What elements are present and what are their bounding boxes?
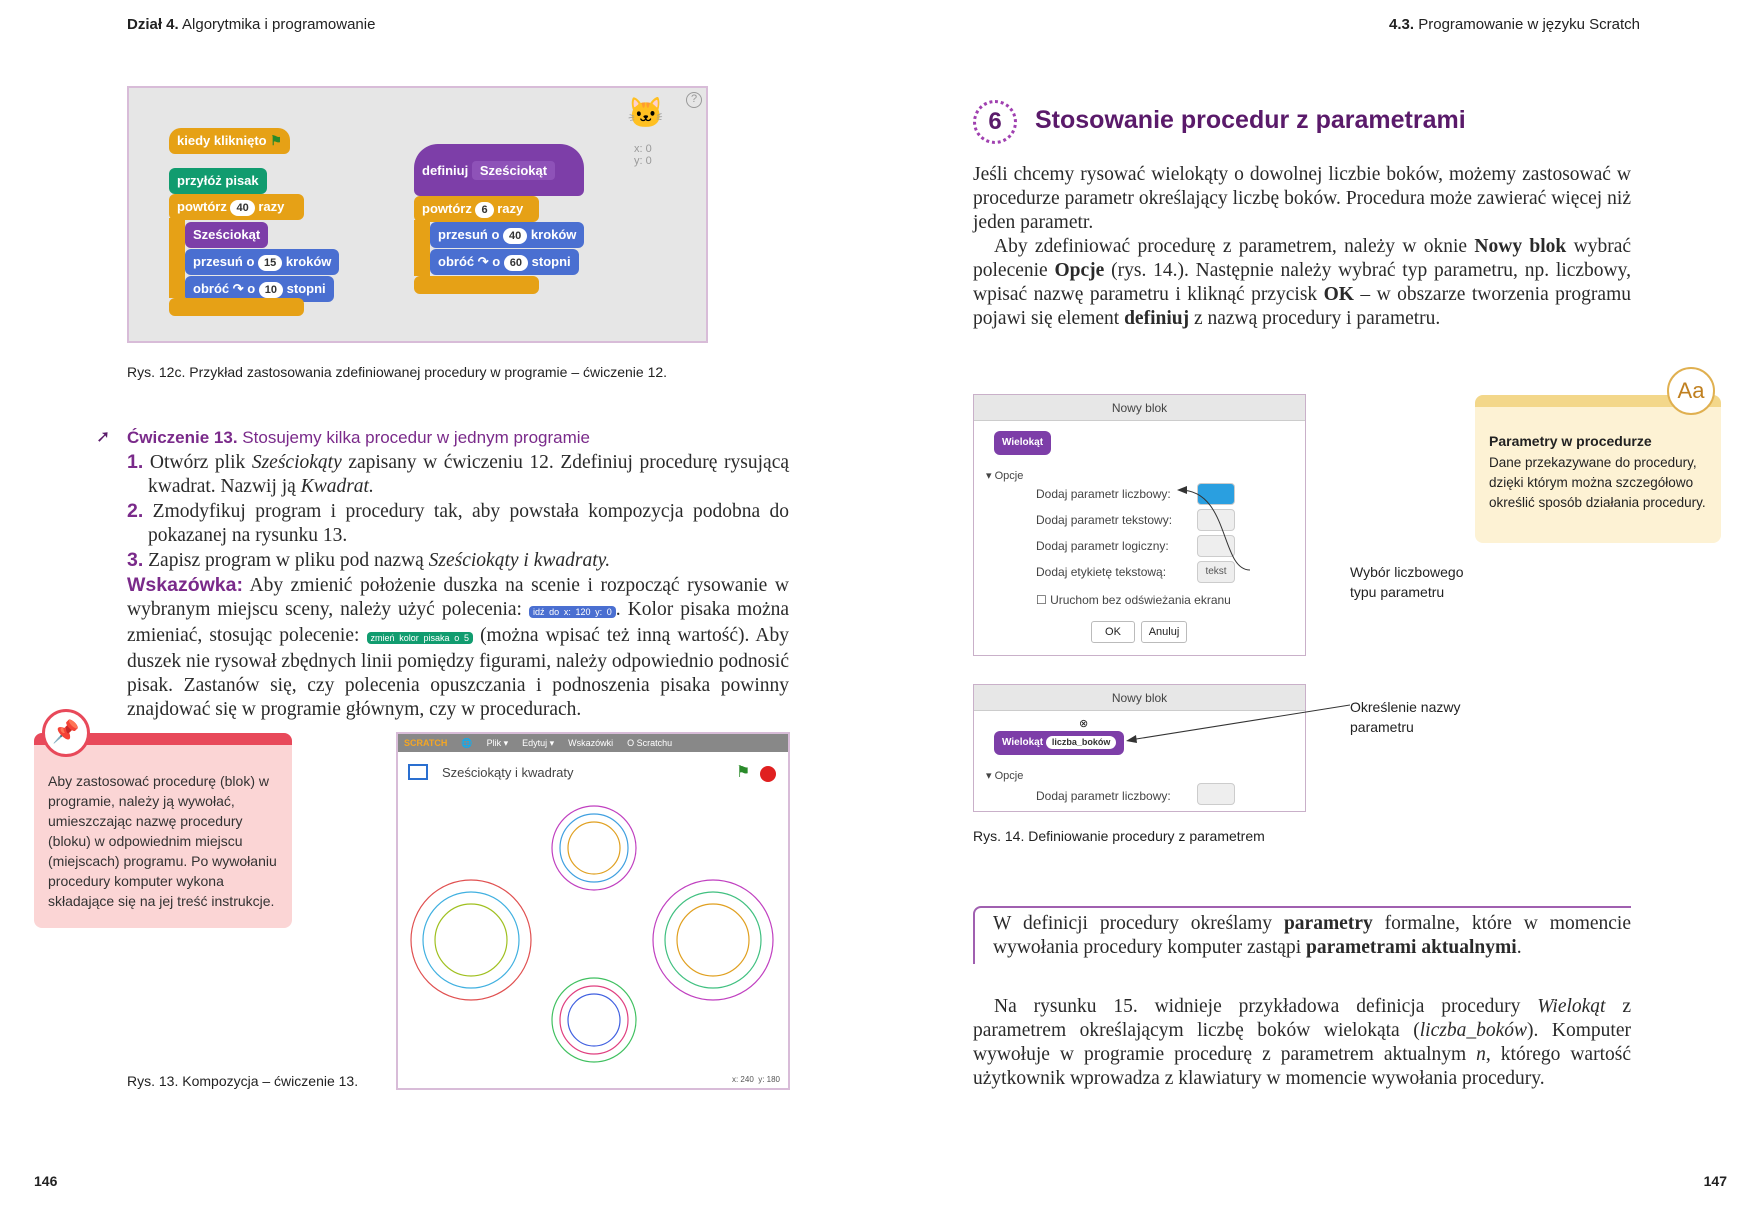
fig13-caption: Rys. 13. Kompozycja – ćwiczenie 13.	[127, 1073, 359, 1089]
scratch-menubar: SCRATCH 🌐 Plik ▾ Edytuj ▾ Wskazówki O Scratchu	[398, 734, 788, 752]
options-toggle-2[interactable]: ▾ Opcje	[986, 770, 1024, 782]
note-text: Aby zastosować procedurę (blok) w programie, należy ją wywołać, umieszczając nazwę procedury (bloku) w odpowiednim miejscu (miejscach) programu. Po wywołaniu procedury komputer wykona składające się na jej treść instrukcje.	[48, 773, 277, 909]
pen-color-block: zmień kolor pisaka o 5	[367, 632, 473, 644]
block-move: przesuń o 15 kroków	[185, 249, 339, 275]
repeat-end-2	[414, 276, 539, 294]
add-label-button[interactable]: tekst	[1197, 561, 1235, 583]
page-number-left: 146	[34, 1173, 58, 1189]
glossary-title: Parametry w procedurze	[1489, 433, 1652, 449]
glossary-box	[1475, 378, 1721, 543]
running-header-left: Dział 4. Algorytmika i programowanie	[127, 16, 376, 33]
block-preview[interactable]: Wielokąt	[994, 431, 1051, 455]
para-fig15: Na rysunku 15. widnieje przykładowa definicja procedury Wielokąt z parametrem określającym liczbę boków wielokąta (liczba_boków). Komputer wywołuje w programie procedurę z parametrem aktualnym n, którego wartość użytkownik wprowadza z klawiatury w momencie wywołania procedury.	[973, 996, 1632, 1089]
menu-edit[interactable]: Edytuj ▾	[522, 738, 555, 748]
stop-icon[interactable]	[760, 766, 776, 782]
sec6-body: Jeśli chcemy rysować wielokąty o dowolnej liczbie boków, możemy zastosować w procedurze parametr określający liczbę boków. Procedura może zawierać więcej niż jeden parametr. Aby zdefiniować procedurę z parametrem, należy w oknie Nowy blok wybrać polecenie Opcje (rys. 14.). Następnie należy wybrać typ parametru, np. liczbowy, wpisać nazwę parametru i kliknąć przycisk OK – w obszarze tworzenia programu pojawi się element definiuj z nazwą procedury i parametru.	[973, 164, 1632, 329]
section-number: 6	[973, 100, 1017, 144]
block-define: definiuj Sześciokąt	[414, 144, 584, 196]
sprite-coords: x: 0 y: 0	[634, 143, 652, 167]
cat-sprite-icon: 🐱	[627, 97, 665, 130]
opt-text-label: Dodaj parametr tekstowy:	[1036, 513, 1173, 527]
fig12-caption: Rys. 12c. Przykład zastosowania zdefiniowanej procedury w programie – ćwiczenie 12.	[127, 364, 668, 380]
definition-box: W definicji procedury określamy parametry formalne, które w momencie wywołania procedury komputer zastąpi parametrami aktualnymi.	[973, 906, 1631, 964]
dialog-title: Nowy blok	[974, 395, 1305, 421]
menu-about[interactable]: O Scratchu	[627, 738, 673, 748]
note-box	[34, 719, 292, 928]
running-header-right: 4.3. Programowanie w języku Scratch	[1389, 16, 1640, 33]
glossary-text: Dane przekazywane do procedury, dzięki którym można szczegółowo określić sposób działania procedury.	[1489, 455, 1706, 510]
dialog-title-2: Nowy blok	[974, 685, 1305, 711]
opt-bool-label: Dodaj parametr logiczny:	[1036, 539, 1169, 553]
goto-block: idź do x: 120 y: 0	[529, 606, 616, 618]
fullscreen-icon[interactable]	[408, 764, 428, 780]
ex13-title: Ćwiczenie 13. Stosujemy kilka procedur w jednym programie	[127, 428, 590, 447]
menu-tips[interactable]: Wskazówki	[568, 738, 614, 748]
project-title: Sześciokąty i kwadraty	[442, 765, 574, 780]
scratch-stage-window	[396, 732, 790, 1090]
block-call-hexagon: Sześciokąt	[185, 222, 268, 248]
callout-lines	[1080, 470, 1350, 760]
cursor-icon: ➚	[96, 427, 111, 446]
options-toggle[interactable]: ▾ Opcje	[986, 470, 1024, 482]
ok-button[interactable]: OK	[1091, 621, 1135, 643]
run-without-refresh[interactable]: ☐ Uruchom bez odświeżania ekranu	[1036, 593, 1231, 607]
close-icon[interactable]: ⊗	[1079, 718, 1089, 730]
block-when-flag: kiedy kliknięto ⚑	[169, 128, 290, 154]
add-number-param-button-2[interactable]	[1197, 783, 1235, 805]
menu-file[interactable]: Plik ▾	[486, 738, 509, 748]
stage-drawing	[408, 790, 778, 1070]
block-pen-down: przyłóż pisak	[169, 168, 267, 194]
repeat-end	[169, 298, 304, 316]
cancel-button[interactable]: Anuluj	[1141, 621, 1187, 643]
block-preview-2[interactable]: Wielokąt liczba_boków	[994, 731, 1124, 755]
fig14-caption: Rys. 14. Definiowanie procedury z parametrem	[973, 828, 1265, 844]
ex13-body: 1. Otwórz plik Sześciokąty zapisany w ćwiczeniu 12. Zdefiniuj procedurę rysującą kwadrat. Nazwij ją Kwadrat. 2. Zmodyfikuj program i procedury tak, aby powstała kompozycja podobna do pokazanej na rysunku 13. 3. Zapisz program w pliku pod nazwą Sześciokąty i kwadraty. Wskazówka: Aby zmienić położenie duszka na scenie i rozpocząć rysowanie w wybranym miejscu sceny, należy użyć polecenia: idź do x: 120 y: 0 . Kolor pisaka można zmieniać, stosując polecenie: zmień kolor pisaka o 5 (można wpisać też inną wartość). Aby duszek nie rysował zbędnych linii pomiędzy figurami, należy odpowiednio podnosić pisak. Zastanów się, czy polecenia opuszczania i podnoszenia pisaka powinny znajdować się w programie głównym, czy w procedurach.	[127, 451, 790, 720]
stage-coords: x: 240 y: 180	[731, 1075, 780, 1084]
block-turn: obróć ↷ o 10 stopni	[185, 276, 334, 302]
block-repeat: powtórz 40 razy	[169, 194, 304, 220]
help-icon[interactable]: ?	[686, 92, 702, 108]
page-number-right: 147	[1703, 1173, 1727, 1189]
green-flag-icon[interactable]: ⚑	[736, 764, 751, 781]
section-title: Stosowanie procedur z parametrami	[1035, 106, 1466, 134]
font-icon: Aa	[1667, 367, 1715, 415]
scratch-script-area	[127, 86, 708, 343]
callout-number-type: Wybór liczbowego typu parametru	[1350, 564, 1464, 600]
block-repeat-2: powtórz 6 razy	[414, 196, 539, 222]
callout-param-name: Określenie nazwy parametru	[1350, 699, 1461, 735]
block-move-2: przesuń o 40 kroków	[430, 222, 584, 248]
opt-number-label: Dodaj parametr liczbowy:	[1036, 487, 1171, 501]
opt-label-label: Dodaj etykietę tekstową:	[1036, 565, 1167, 579]
opt-number-label-2: Dodaj parametr liczbowy:	[1036, 789, 1171, 803]
pin-icon: 📌	[42, 709, 90, 757]
block-turn-2: obróć ↷ o 60 stopni	[430, 249, 579, 275]
